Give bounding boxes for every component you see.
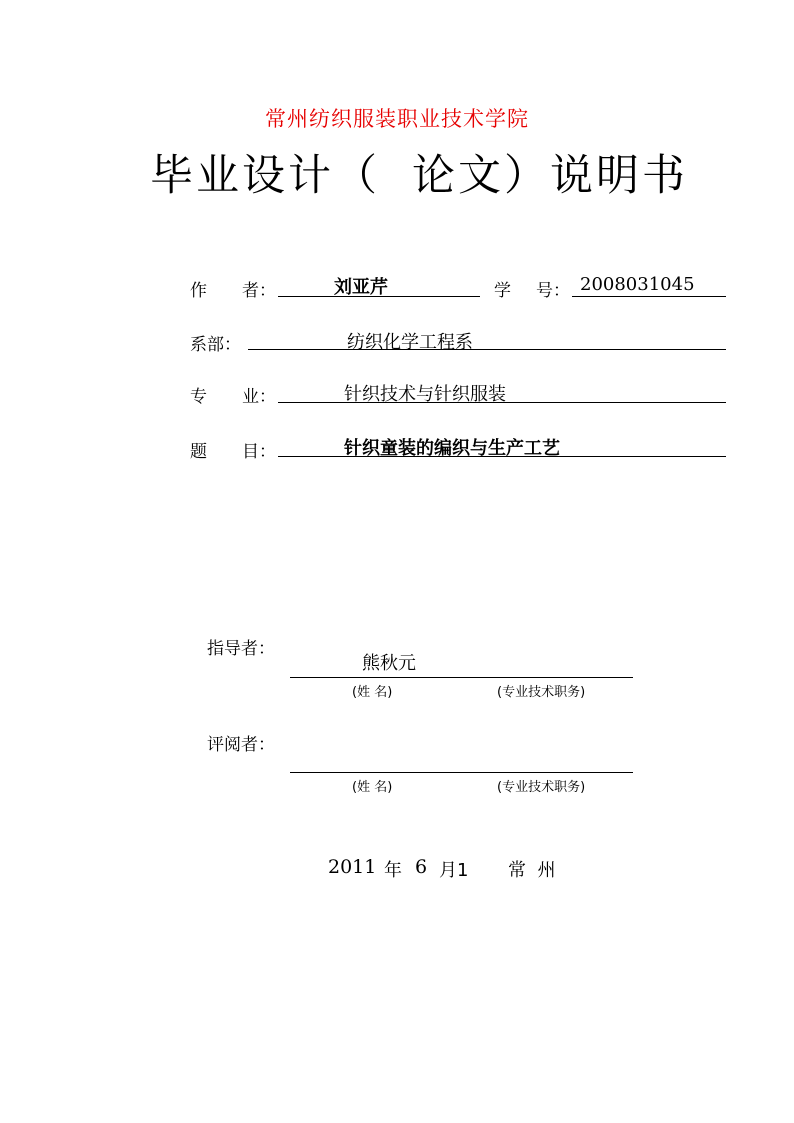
title-part-1: 毕业设计（ [150,151,380,201]
advisor-label: 指导者： [207,639,275,659]
student-id-value: 2008031045 [580,274,695,295]
author-value: 刘亚芹 [334,277,388,298]
reviewer-signature-line [290,772,633,773]
date-city: 常 州 [508,860,556,881]
department-value: 纺织化学工程系 [347,332,473,353]
student-id-underline [572,296,726,297]
advisor-name: 熊秋元 [362,653,416,674]
advisor-name-caption: (姓 名) [352,685,393,700]
advisor-title-caption: (专业技术职务) [497,685,586,700]
author-label: 作 者： [190,281,276,301]
date-month: 6 [415,856,428,878]
date-year: 2011 [328,856,377,878]
major-value: 针织技术与针织服装 [344,384,506,405]
topic-label: 题 目： [190,442,276,462]
date-month-unit: 月1 [439,860,469,881]
department-label: 系部： [190,335,241,355]
date-year-unit: 年 [384,860,402,881]
reviewer-name-caption: (姓 名) [352,780,393,795]
school-name: 常州纺织服装职业技术学院 [265,107,529,131]
advisor-signature-line [290,677,633,678]
student-id-label: 学 号： [494,281,570,301]
reviewer-label: 评阅者： [207,735,275,755]
major-label: 专 业： [190,387,276,407]
title-part-2: 论文）说明书 [412,151,688,201]
reviewer-title-caption: (专业技术职务) [497,780,586,795]
document-title [150,146,710,206]
department-underline [248,349,726,350]
topic-value: 针织童装的编织与生产工艺 [344,438,560,459]
